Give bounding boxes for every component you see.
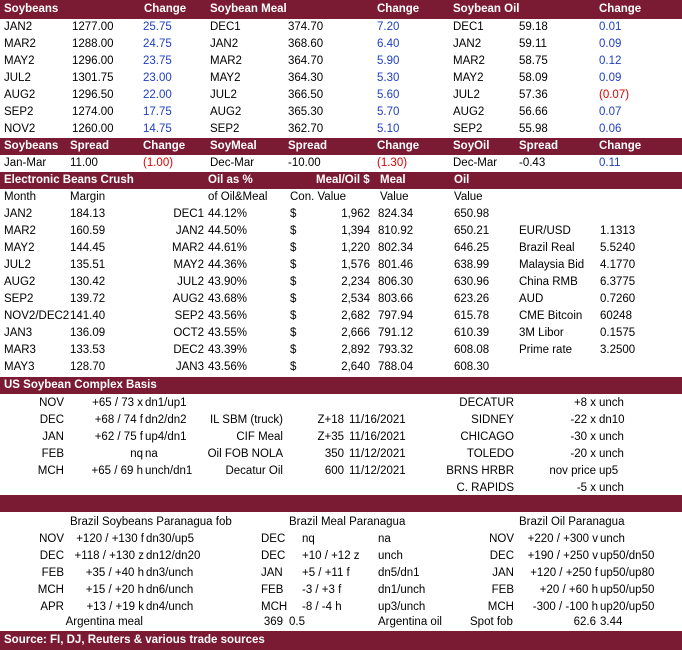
brazil-meal-value: +10 / +12 z xyxy=(302,550,360,562)
market-value: 1.1313 xyxy=(600,225,636,237)
brazil-soy-value: +15 / +20 h xyxy=(85,584,144,596)
meal-month: DEC1 xyxy=(210,21,241,33)
crush-header-1: Meal/Oil $ xyxy=(316,174,370,186)
crush-meal-value: 797.94 xyxy=(378,310,414,322)
crush-dollar-sign: $ xyxy=(290,344,297,356)
futures-header-2: Soybean Meal xyxy=(210,3,287,15)
futures-header-bar xyxy=(0,0,682,19)
crush-oil-contract: OCT2 xyxy=(173,327,204,339)
crush-header-3: Oil xyxy=(454,174,470,186)
crush-title: Electronic Beans Crush xyxy=(4,174,134,186)
basis-location-change: unch xyxy=(599,397,624,409)
market-label: CME Bitcoin xyxy=(519,310,583,322)
brazil-oil-value: +120 / +250 f xyxy=(530,567,598,579)
crush-margin: 130.42 xyxy=(70,276,106,288)
soybean-month: NOV2 xyxy=(4,123,36,135)
oil-change: 0.12 xyxy=(599,55,622,67)
crush-dollar-sign: $ xyxy=(290,293,297,305)
spread-header-0: Soybeans xyxy=(4,140,59,152)
spread-header-1: Spread xyxy=(70,140,109,152)
meal-price: 364.30 xyxy=(288,72,324,84)
crush-oil-value: 615.78 xyxy=(454,310,490,322)
crush-oil-value: 630.96 xyxy=(454,276,490,288)
basis-value: nq xyxy=(130,448,143,460)
crush-oil-pct: 43.56% xyxy=(208,361,248,373)
meal-month: JUL2 xyxy=(210,89,237,101)
brazil-meal-change: unch xyxy=(378,550,403,562)
spread-cell-8: 0.11 xyxy=(599,157,621,169)
brazil-oil-value: +190 / +250 v xyxy=(527,550,598,562)
meal-month: AUG2 xyxy=(210,106,242,118)
brazil-meal-change: up3/unch xyxy=(378,601,426,613)
basis-location: DECATUR xyxy=(459,397,514,409)
oil-price: 57.36 xyxy=(519,89,548,101)
futures-header-4: Soybean Oil xyxy=(453,3,520,15)
crush-oil-contract: MAY2 xyxy=(173,259,204,271)
crush-oil-value: 650.98 xyxy=(454,208,490,220)
brazil-meal-title: Brazil Meal Paranagua xyxy=(289,516,406,528)
basis-location: SIDNEY xyxy=(471,414,514,426)
market-label: Prime rate xyxy=(519,344,573,356)
market-label: EUR/USD xyxy=(519,225,571,237)
soybean-price: 1301.75 xyxy=(72,72,114,84)
crush-margin: 133.53 xyxy=(70,344,106,356)
oil-change: 0.01 xyxy=(599,21,622,33)
brazil-soy-title: Brazil Soybeans Paranagua fob xyxy=(70,516,232,528)
brazil-meal-change: na xyxy=(378,533,391,545)
meal-month: JAN2 xyxy=(210,38,239,50)
spread-cell-5: (1.30) xyxy=(377,157,408,169)
source-note: Source: FI, DJ, Reuters & various trade sources xyxy=(4,634,265,646)
crush-oil-contract: DEC1 xyxy=(173,208,204,220)
brazil-oil-change: up50/up80 xyxy=(600,567,655,579)
brazil-soy-change: dn30/up5 xyxy=(146,533,194,545)
basis-location-value: +8 x xyxy=(573,397,596,409)
basis-month: DEC xyxy=(39,414,64,426)
meal-price: 374.70 xyxy=(288,21,324,33)
market-value: 4.1770 xyxy=(600,259,636,271)
market-label: Brazil Real xyxy=(519,242,575,254)
crush-oil-contract: JUL2 xyxy=(177,276,204,288)
brazil-meal-change: dn5/dn1 xyxy=(378,567,420,579)
brazil-soy-month: MCH xyxy=(37,584,64,596)
crush-oil-value: 608.30 xyxy=(454,361,490,373)
argentina-oil-spot-label: Spot fob xyxy=(470,616,513,628)
brazil-oil-month: JAN xyxy=(492,567,514,579)
argentina-oil-label: Argentina oil xyxy=(378,616,442,628)
brazil-oil-month: FEB xyxy=(491,584,514,596)
market-label: 3M Libor xyxy=(519,327,564,339)
market-value: 5.5240 xyxy=(600,242,636,254)
basis-product-date: 11/16/2021 xyxy=(349,431,406,443)
spread-cell-4: -10.00 xyxy=(288,157,321,169)
crush-meal-value: 810.92 xyxy=(378,225,414,237)
market-value: 3.2500 xyxy=(600,344,636,356)
brazil-meal-change: dn1/unch xyxy=(378,584,426,596)
basis-location: BRNS HRBR xyxy=(446,465,514,477)
futures-header-0: Soybeans xyxy=(4,3,59,15)
crush-oil-value: 623.26 xyxy=(454,293,490,305)
futures-header-5: Change xyxy=(599,3,642,15)
crush-meal-value: 793.32 xyxy=(378,344,414,356)
crush-oil-value: 650.21 xyxy=(454,225,490,237)
brazil-meal-value: +5 / +11 f xyxy=(302,567,350,579)
basis-change: unch/dn1 xyxy=(145,465,193,477)
basis-month: JAN xyxy=(42,431,64,443)
meal-price: 368.60 xyxy=(288,38,324,50)
brazil-oil-month: NOV xyxy=(489,533,514,545)
oil-change: 0.07 xyxy=(599,106,622,118)
basis-product-value: Z+35 xyxy=(317,431,344,443)
brazil-soy-value: +118 / +130 z xyxy=(74,550,144,562)
soybean-price: 1296.00 xyxy=(72,55,114,67)
meal-price: 364.70 xyxy=(288,55,324,67)
crush-month: AUG2 xyxy=(4,276,36,288)
crush-margin: 184.13 xyxy=(70,208,106,220)
crush-subheader-1: Margin xyxy=(70,191,106,203)
crush-margin: 144.45 xyxy=(70,242,106,254)
crush-oil-pct: 44.36% xyxy=(208,259,248,271)
crush-header-2: Meal xyxy=(380,174,406,186)
futures-header-1: Change xyxy=(144,3,187,15)
basis-location-change: unch xyxy=(599,448,624,460)
crush-margin: 135.51 xyxy=(70,259,106,271)
spread-header-7: Spread xyxy=(519,140,558,152)
oil-change: 0.06 xyxy=(599,123,622,135)
crush-month: NOV2/DEC2 xyxy=(4,310,70,322)
basis-change: dn2/dn2 xyxy=(145,414,187,426)
crush-subheader-4: Value xyxy=(380,191,409,203)
basis-product-value: 350 xyxy=(324,448,344,460)
crush-oil-contract: JAN3 xyxy=(175,361,204,373)
brazil-meal-value: -3 / +3 f xyxy=(302,584,342,596)
meal-month: MAY2 xyxy=(210,72,241,84)
crush-margin: 141.40 xyxy=(70,310,106,322)
crush-oil-value: 610.39 xyxy=(454,327,490,339)
brazil-oil-change: up50/up50 xyxy=(600,584,655,596)
soybean-price: 1296.50 xyxy=(72,89,114,101)
market-label: Malaysia Bid xyxy=(519,259,585,271)
crush-month: MAY2 xyxy=(4,242,35,254)
crush-con-value: 2,892 xyxy=(341,344,370,356)
spread-cell-7: -0.43 xyxy=(519,157,546,169)
brazil-oil-month: MCH xyxy=(487,601,514,613)
soybean-month: SEP2 xyxy=(4,106,34,118)
oil-price: 58.09 xyxy=(519,72,548,84)
meal-price: 365.30 xyxy=(288,106,324,118)
crush-margin: 139.72 xyxy=(70,293,106,305)
soybean-price: 1288.00 xyxy=(72,38,114,50)
crush-dollar-sign: $ xyxy=(290,225,297,237)
basis-value: +62 / 75 f xyxy=(94,431,143,443)
meal-month: SEP2 xyxy=(210,123,240,135)
crush-oil-pct: 44.50% xyxy=(208,225,248,237)
crush-dollar-sign: $ xyxy=(290,276,297,288)
basis-change: dn1/up1 xyxy=(145,397,187,409)
argentina-meal-label: Argentina meal xyxy=(65,616,143,628)
crush-month: MAR3 xyxy=(4,344,36,356)
crush-month: JAN2 xyxy=(4,208,33,220)
brazil-soy-month: DEC xyxy=(39,550,64,562)
basis-title: US Soybean Complex Basis xyxy=(4,379,157,391)
spread-header-5: Change xyxy=(377,140,420,152)
basis-product: CIF Meal xyxy=(236,431,283,443)
basis-product: Oil FOB NOLA xyxy=(207,448,283,460)
crush-subheader-3: Con. Value xyxy=(290,191,347,203)
brazil-meal-month: MCH xyxy=(261,601,288,613)
oil-price: 59.18 xyxy=(519,21,548,33)
crush-meal-value: 802.34 xyxy=(378,242,414,254)
brazil-meal-value: nq xyxy=(302,533,315,545)
soybean-change: 22.00 xyxy=(143,89,172,101)
oil-month: JAN2 xyxy=(453,38,482,50)
brazil-oil-value: +20 / +60 h xyxy=(539,584,598,596)
basis-product: Decatur Oil xyxy=(225,465,283,477)
brazil-oil-change: up50/dn50 xyxy=(600,550,655,562)
market-value: 0.7260 xyxy=(600,293,636,305)
basis-month: NOV xyxy=(39,397,64,409)
crush-dollar-sign: $ xyxy=(290,361,297,373)
brazil-soy-change: dn4/unch xyxy=(146,601,194,613)
market-label: AUD xyxy=(519,293,544,305)
basis-product-value: Z+18 xyxy=(317,414,344,426)
spread-cell-0: Jan-Mar xyxy=(4,157,47,169)
oil-change: (0.07) xyxy=(599,89,630,101)
crush-oil-pct: 43.90% xyxy=(208,276,248,288)
basis-change: na xyxy=(145,448,158,460)
basis-location: C. RAPIDS xyxy=(456,482,514,494)
meal-change: 5.10 xyxy=(377,123,400,135)
meal-change: 5.60 xyxy=(377,89,400,101)
brazil-soy-change: dn12/dn20 xyxy=(146,550,201,562)
crush-con-value: 1,962 xyxy=(341,208,370,220)
crush-margin: 160.59 xyxy=(70,225,106,237)
crush-month: JUL2 xyxy=(4,259,31,271)
brazil-oil-month: DEC xyxy=(489,550,514,562)
brazil-soy-month: APR xyxy=(40,601,64,613)
blank-divider-bar xyxy=(0,495,682,512)
soybean-month: JUL2 xyxy=(4,72,31,84)
soybean-change: 25.75 xyxy=(143,21,172,33)
crush-dollar-sign: $ xyxy=(290,259,297,271)
crush-subheader-0: Month xyxy=(4,191,36,203)
crush-con-value: 1,576 xyxy=(341,259,370,271)
basis-product-date: 11/16/2021 xyxy=(349,414,406,426)
soybean-month: JAN2 xyxy=(4,21,33,33)
crush-subheader-5: Value xyxy=(454,191,483,203)
brazil-soy-value: +120 / +130 f xyxy=(76,533,144,545)
crush-oil-contract: MAR2 xyxy=(172,242,204,254)
basis-product-date: 11/12/2021 xyxy=(349,465,406,477)
brazil-meal-value: -8 / -4 h xyxy=(302,601,342,613)
crush-meal-value: 803.66 xyxy=(378,293,414,305)
crush-margin: 128.70 xyxy=(70,361,106,373)
spread-cell-3: Dec-Mar xyxy=(210,157,255,169)
oil-price: 58.75 xyxy=(519,55,548,67)
basis-value: +68 / 74 f xyxy=(94,414,143,426)
crush-con-value: 2,682 xyxy=(341,310,370,322)
spread-header-8: Change xyxy=(599,140,642,152)
oil-month: JUL2 xyxy=(453,89,480,101)
brazil-soy-month: FEB xyxy=(41,567,64,579)
soybean-month: MAR2 xyxy=(4,38,36,50)
brazil-oil-value: -300 / -100 h xyxy=(532,601,598,613)
crush-con-value: 2,666 xyxy=(341,327,370,339)
market-value: 60248 xyxy=(600,310,632,322)
spread-cell-2: (1.00) xyxy=(143,157,174,169)
crush-dollar-sign: $ xyxy=(290,310,297,322)
soybean-price: 1277.00 xyxy=(72,21,114,33)
basis-location-value: -22 x xyxy=(570,414,596,426)
oil-month: AUG2 xyxy=(453,106,485,118)
crush-meal-value: 788.04 xyxy=(378,361,414,373)
brazil-soy-month: NOV xyxy=(39,533,64,545)
brazil-soy-change: dn6/unch xyxy=(146,584,194,596)
crush-oil-pct: 43.39% xyxy=(208,344,248,356)
brazil-oil-change: unch xyxy=(600,533,625,545)
basis-location-change: dn10 xyxy=(599,414,625,426)
crush-month: SEP2 xyxy=(4,293,34,305)
oil-price: 55.98 xyxy=(519,123,548,135)
basis-location-value: -30 x xyxy=(570,431,596,443)
crush-con-value: 2,640 xyxy=(341,361,370,373)
oil-price: 59.11 xyxy=(519,38,547,50)
argentina-oil-change: 3.44 xyxy=(600,616,623,628)
soybean-month: AUG2 xyxy=(4,89,36,101)
spread-header-6: SoyOil xyxy=(453,140,490,152)
crush-oil-value: 646.25 xyxy=(454,242,490,254)
brazil-oil-value: +220 / +300 v xyxy=(527,533,598,545)
basis-location-change: up5 xyxy=(599,465,619,477)
brazil-meal-month: DEC xyxy=(261,533,286,545)
crush-month: MAR2 xyxy=(4,225,36,237)
basis-month: FEB xyxy=(41,448,64,460)
market-value: 6.3775 xyxy=(600,276,636,288)
crush-meal-value: 824.34 xyxy=(378,208,414,220)
basis-value: +65 / 69 h xyxy=(91,465,143,477)
spread-header-2: Change xyxy=(143,140,186,152)
brazil-soy-value: +13 / +19 k xyxy=(86,601,144,613)
brazil-soy-value: +35 / +40 h xyxy=(85,567,144,579)
meal-month: MAR2 xyxy=(210,55,242,67)
crush-month: JAN3 xyxy=(4,327,33,339)
market-value: 0.1575 xyxy=(600,327,636,339)
basis-month: MCH xyxy=(37,465,64,477)
basis-change: up4/dn1 xyxy=(145,431,187,443)
basis-product: IL SBM (truck) xyxy=(209,414,283,426)
soybean-month: MAY2 xyxy=(4,55,35,67)
basis-location: CHICAGO xyxy=(460,431,514,443)
soybean-change: 24.75 xyxy=(143,38,172,50)
meal-price: 366.50 xyxy=(288,89,324,101)
oil-month: MAR2 xyxy=(453,55,485,67)
basis-location-value: -5 x xyxy=(576,482,596,494)
crush-month: MAY3 xyxy=(4,361,35,373)
crush-oil-value: 638.99 xyxy=(454,259,490,271)
oil-price: 56.66 xyxy=(519,106,548,118)
spread-header-4: Spread xyxy=(288,140,327,152)
brazil-oil-title: Brazil Oil Paranagua xyxy=(519,516,625,528)
brazil-soy-change: dn3/unch xyxy=(146,567,194,579)
spread-header-3: SoyMeal xyxy=(210,140,257,152)
soybean-price: 1260.00 xyxy=(72,123,114,135)
basis-product-date: 11/12/2021 xyxy=(349,448,406,460)
basis-location: TOLEDO xyxy=(466,448,514,460)
crush-con-value: 2,234 xyxy=(341,276,370,288)
crush-dollar-sign: $ xyxy=(290,327,297,339)
crush-subheader-2: of Oil&Meal xyxy=(208,191,268,203)
crush-meal-value: 801.46 xyxy=(378,259,414,271)
spread-cell-1: 11.00 xyxy=(70,157,98,169)
argentina-meal-change: 0.5 xyxy=(289,616,305,628)
crush-oil-pct: 44.61% xyxy=(208,242,248,254)
soybean-change: 14.75 xyxy=(143,123,172,135)
meal-price: 362.70 xyxy=(288,123,324,135)
crush-oil-contract: DEC2 xyxy=(173,344,204,356)
basis-location-value: -20 x xyxy=(570,448,596,460)
soybean-price: 1274.00 xyxy=(72,106,114,118)
brazil-meal-month: DEC xyxy=(261,550,286,562)
meal-change: 5.70 xyxy=(377,106,400,118)
argentina-meal-value: 369 xyxy=(263,616,283,628)
brazil-oil-change: up20/up50 xyxy=(600,601,655,613)
oil-month: DEC1 xyxy=(453,21,484,33)
basis-location-change: unch xyxy=(599,431,624,443)
argentina-oil-value: 62.6 xyxy=(573,616,596,628)
crush-oil-pct: 43.55% xyxy=(208,327,248,339)
soybean-change: 17.75 xyxy=(143,106,172,118)
crush-header-0: Oil as % xyxy=(208,174,253,186)
oil-month: SEP2 xyxy=(453,123,483,135)
crush-con-value: 1,220 xyxy=(341,242,370,254)
crush-oil-contract: AUG2 xyxy=(172,293,204,305)
market-label: China RMB xyxy=(519,276,578,288)
oil-change: 0.09 xyxy=(599,72,622,84)
brazil-meal-month: JAN xyxy=(261,567,283,579)
crush-oil-pct: 44.12% xyxy=(208,208,248,220)
futures-header-3: Change xyxy=(377,3,420,15)
meal-change: 7.20 xyxy=(377,21,400,33)
basis-location-change: unch xyxy=(599,482,624,494)
meal-change: 5.30 xyxy=(377,72,400,84)
basis-product-value: 600 xyxy=(324,465,344,477)
crush-meal-value: 791.12 xyxy=(378,327,414,339)
crush-dollar-sign: $ xyxy=(290,208,297,220)
crush-con-value: 1,394 xyxy=(341,225,370,237)
basis-location-value: nov price xyxy=(549,465,596,477)
oil-month: MAY2 xyxy=(453,72,484,84)
crush-oil-pct: 43.56% xyxy=(208,310,248,322)
soybean-change: 23.75 xyxy=(143,55,172,67)
crush-margin: 136.09 xyxy=(70,327,106,339)
crush-oil-pct: 43.68% xyxy=(208,293,248,305)
basis-value: +65 / 73 x xyxy=(92,397,143,409)
crush-meal-value: 806.30 xyxy=(378,276,414,288)
crush-oil-value: 608.08 xyxy=(454,344,490,356)
crush-con-value: 2,534 xyxy=(341,293,370,305)
crush-dollar-sign: $ xyxy=(290,242,297,254)
crush-oil-contract: SEP2 xyxy=(174,310,204,322)
meal-change: 5.90 xyxy=(377,55,400,67)
oil-change: 0.09 xyxy=(599,38,622,50)
meal-change: 6.40 xyxy=(377,38,400,50)
brazil-meal-month: FEB xyxy=(261,584,284,596)
spread-cell-6: Dec-Mar xyxy=(453,157,498,169)
soybean-change: 23.00 xyxy=(143,72,172,84)
crush-oil-contract: JAN2 xyxy=(175,225,204,237)
